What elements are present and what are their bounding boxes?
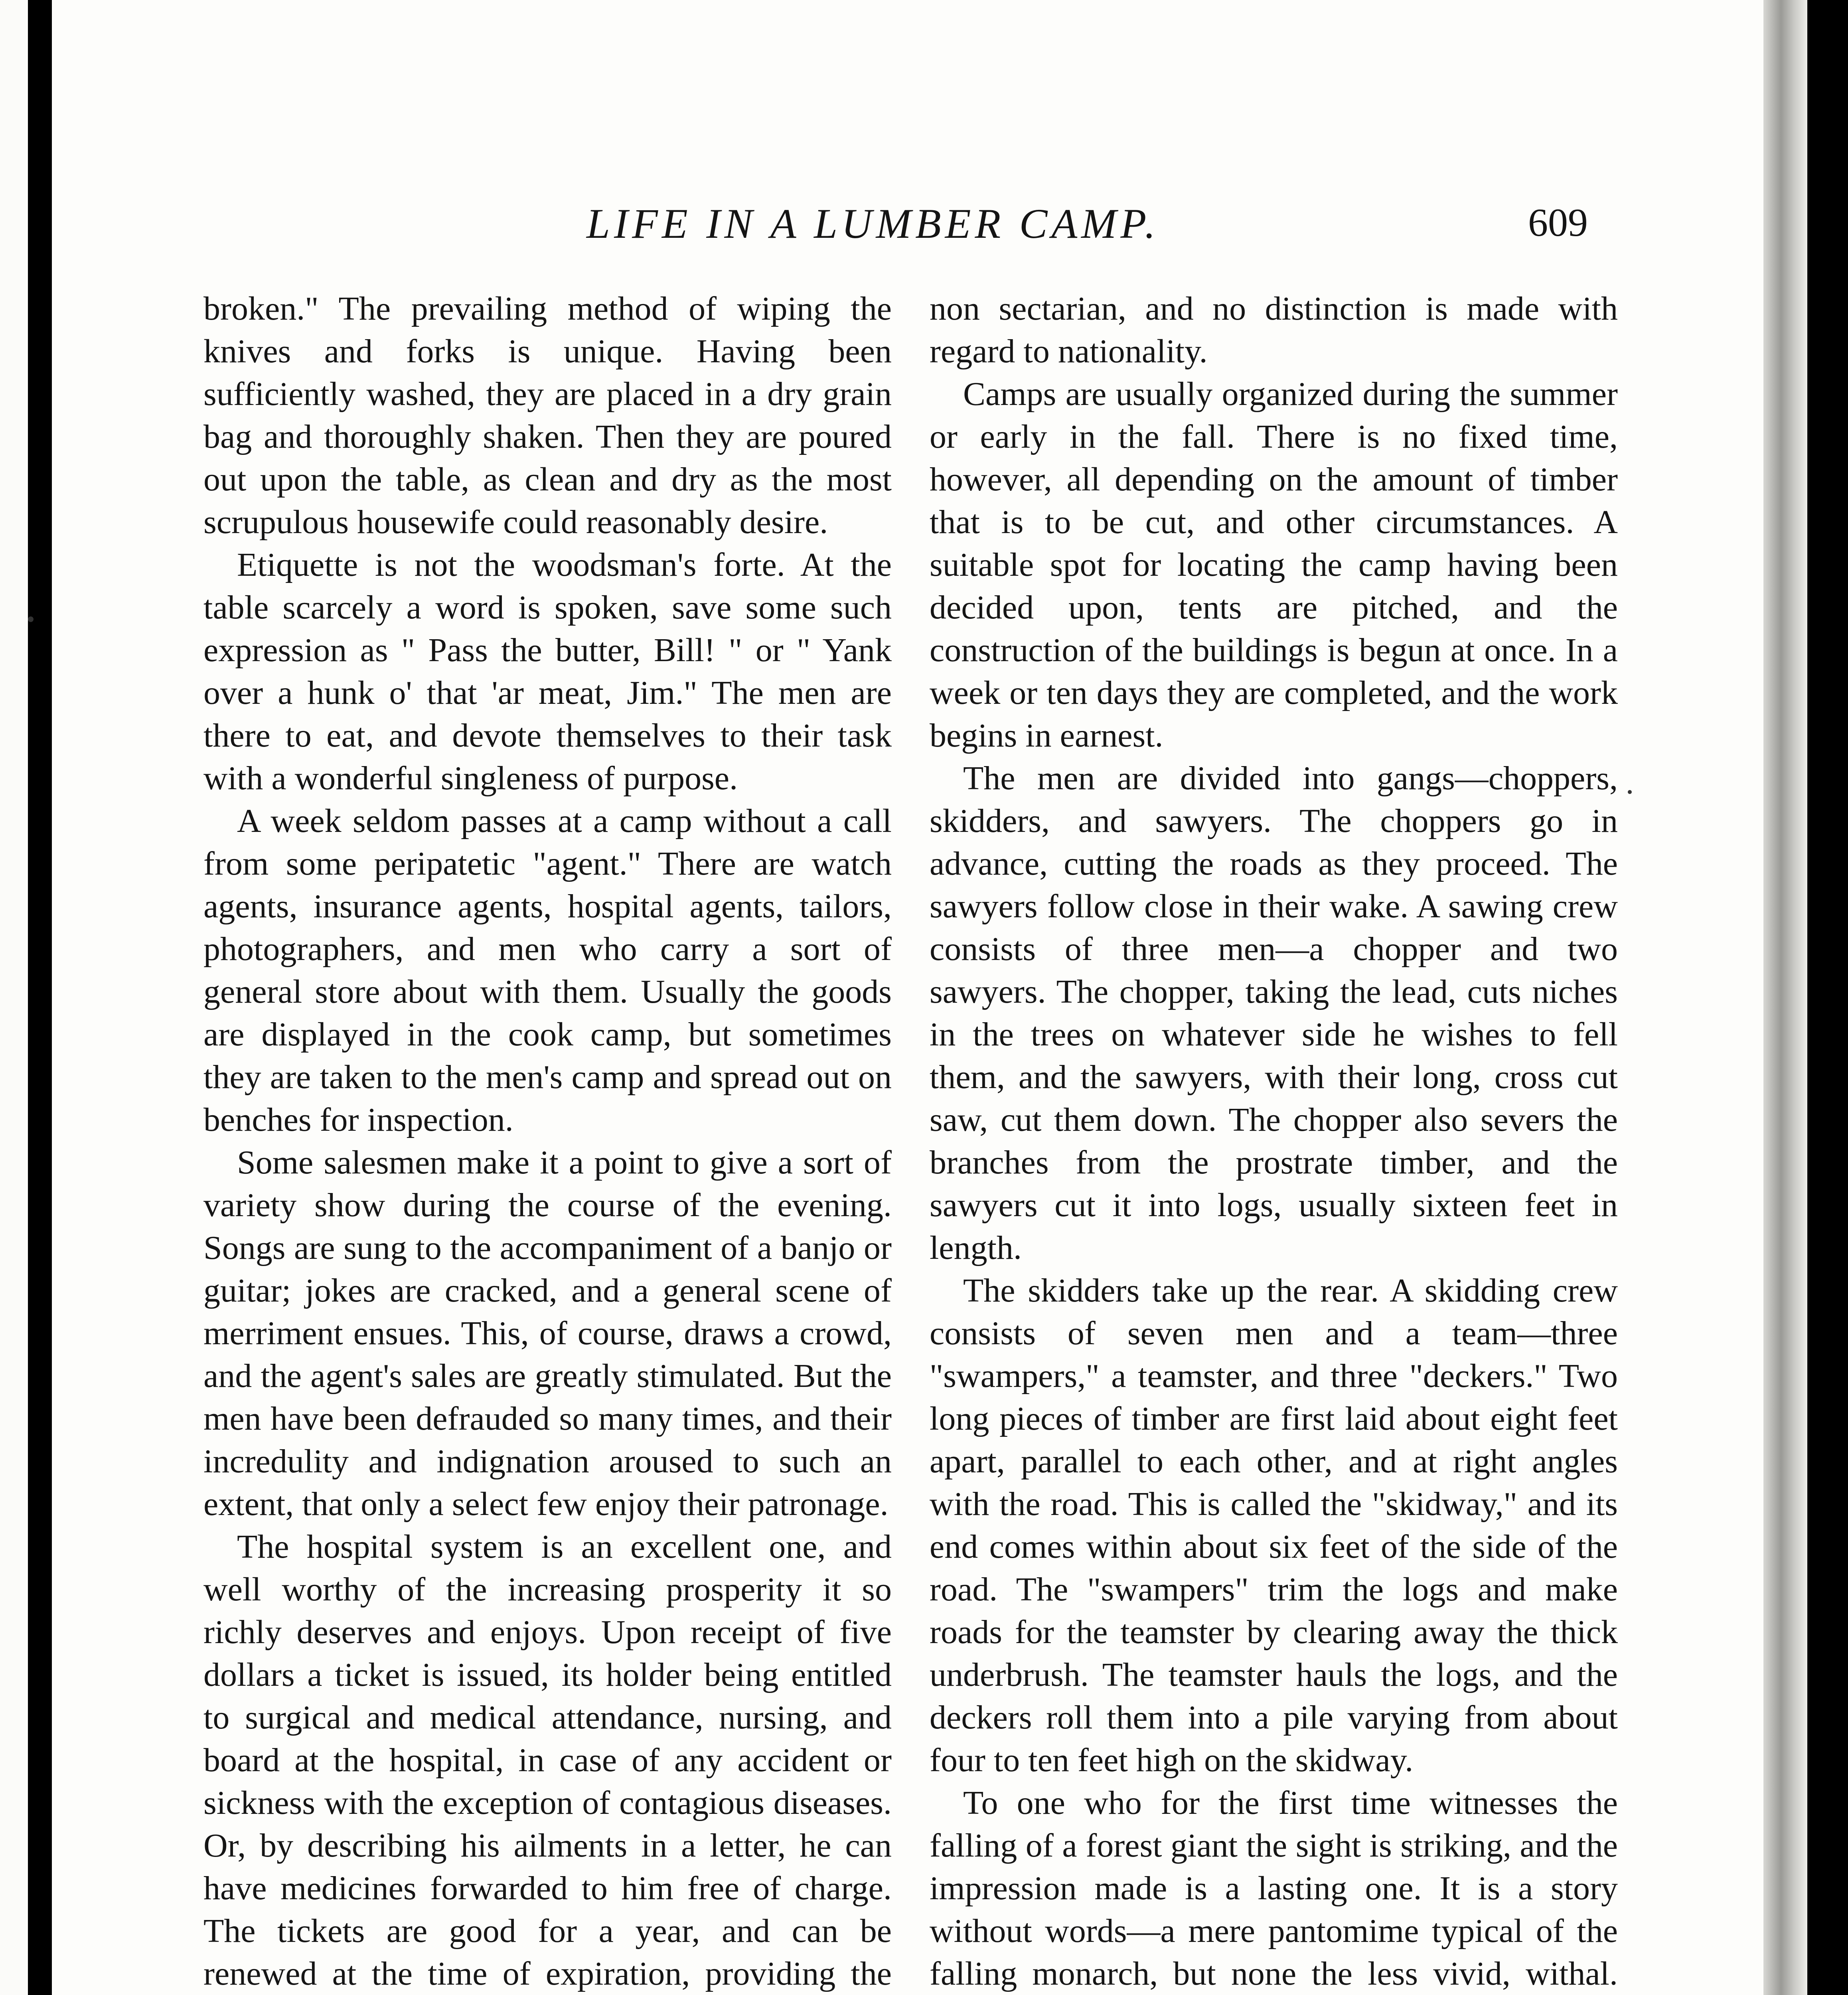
paragraph: The skidders take up the rear. A skidding crew consists of seven men and a team—three "swampers," a teamster, and three "deckers." Two long pieces of timber are first laid about eight feet apart, parallel to each other, and at right angles with the road. This is called the "skidway," and its end comes within about six feet of the side of the road. The "swampers" trim the logs and make roads for the teamster by clearing away the thick underbrush. The teamster hauls the logs, and the deckers roll them into a pile varying from about four to ten feet high on the skidway. (930, 1272, 1618, 1779)
paragraph: Etiquette is not the woodsman's forte. At the table scarcely a word is spoken, save some such expression as " Pass the butter, Bill! " or " Yank over a hunk o' that 'ar meat, Jim." The men are there to eat, and devote themselves to their task with a wonderful singleness of purpose. (203, 546, 892, 797)
paragraph: A week seldom passes at a camp without a call from some peripatetic "agent." There are watch agents, insurance agents, hospital agents, tailors, photographers, and men who carry a sort of general store about with them. Usually the goods are displayed in the cook camp, but sometimes they are taken to the men's camp and spread out on benches for inspection. (203, 802, 892, 1138)
page-spine-edge (1763, 0, 1807, 1995)
paragraph: The hospital system is an excellent one, and well worthy of the increasing prosperity it so richly deserves and enjoys. Upon receipt of five dollars a ticket is issued, its holder being entitled to surgical and medical attendance, nursing, and board at the hospital, in case of any accident or sickness with the exception of contagious diseases. Or, by describing his ailments in a letter, he can have medicines forwarded to him free of charge. The tickets are good for a year, and can be renewed at the time of expiration, providing the (203, 1528, 892, 1992)
print-speck (28, 616, 34, 622)
page-header (52, 200, 1763, 251)
paragraph: Some salesmen make it a point to give a sort of variety show during the course of the evening. Songs are sung to the accompaniment of a banjo or guitar; jokes are cracked, and a general scene of merriment ensues. This, of course, draws a crowd, and the agent's sales are greatly stimulated. But the men have been defrauded so many times, and their incredulity and indignation aroused to such an extent, that only a select few enjoy their patronage. (203, 1144, 892, 1523)
paragraph: To one who for the first time witnesses the falling of a forest giant the sight is striking, and the impression made is a lasting one. It is a story without words—a mere pantomime typical of the falling monarch, but none the less vivid, withal. (930, 1784, 1618, 1992)
running-title: LIFE IN A LUMBER CAMP. (586, 200, 1160, 247)
left-column (203, 287, 892, 1995)
paragraph: broken." The prevailing method of wiping the knives and forks is unique. Having been sufficiently washed, they are placed in a dry grain bag and thoroughly shaken. Then they are poured out upon the table, as clean and dry as the most scrupulous housewife could reasonably desire. (203, 290, 892, 541)
book-page (52, 0, 1763, 1995)
right-column (930, 287, 1618, 1995)
facing-page-edge (0, 0, 28, 1995)
print-speck (1628, 790, 1632, 794)
paragraph: non sectarian, and no distinction is made with regard to nationality. (930, 290, 1618, 370)
paragraph: The men are divided into gangs—choppers, skidders, and sawyers. The choppers go in advance, cutting the roads as they proceed. The sawyers follow close in their wake. A sawing crew consists of three men—a chopper and two sawyers. The chopper, taking the lead, cuts niches in the trees on whatever side he wishes to fell them, and the sawyers, with their long, cross cut saw, cut them down. The chopper also severs the branches from the prostrate timber, and the sawyers cut it into logs, usually sixteen feet in length. (930, 760, 1618, 1266)
paragraph: Camps are usually organized during the summer or early in the fall. There is no fixed time, however, all depending on the amount of timber that is to be cut, and other circumstances. A suitable spot for locating the camp having been decided upon, tents are pitched, and the construction of the buildings is begun at once. In a week or ten days they are completed, and the work begins in earnest. (930, 375, 1618, 754)
page-number: 609 (1528, 200, 1588, 245)
